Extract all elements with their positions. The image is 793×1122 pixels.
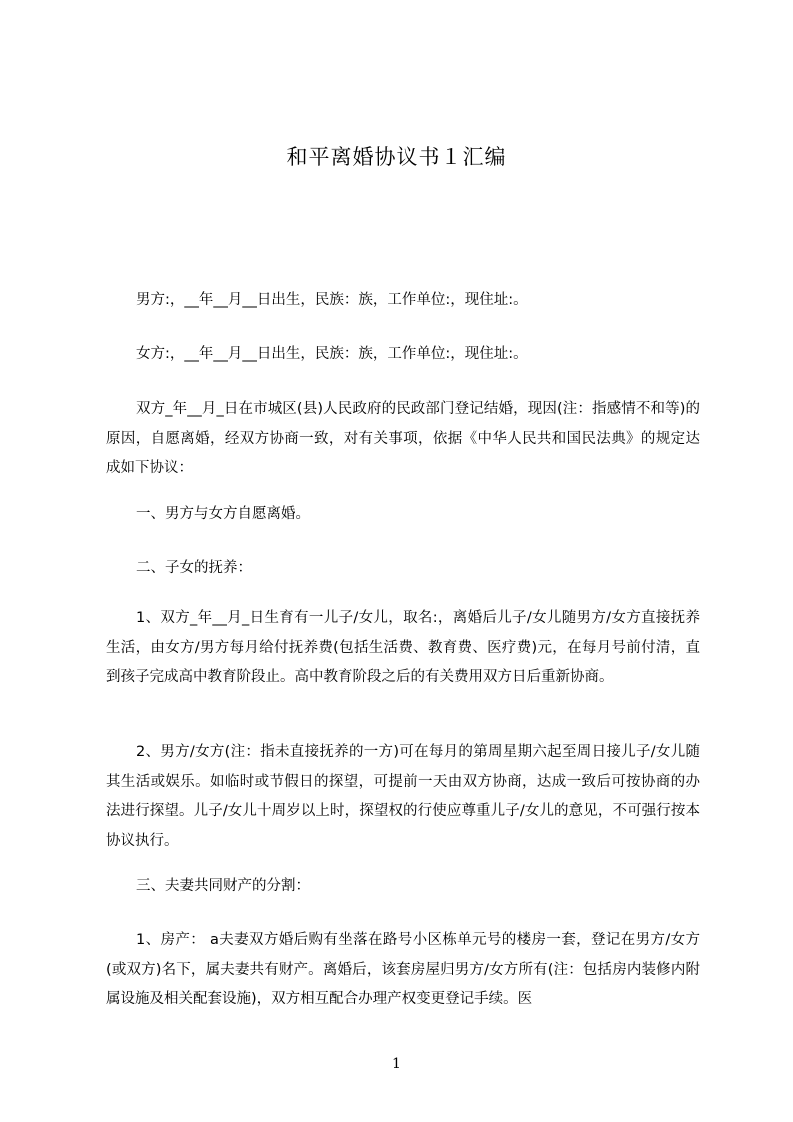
paragraph-female-party: 女方:，__年__月__日出生，民族：族，工作单位:，现住址:。 [136,346,528,362]
paragraph-property: 1、房产： a夫妻双方婚后购有坐落在路号小区栋单元号的楼房一套，登记在男方/女方(或双方)名下，属夫妻共有财产。离婚后，该套房屋归男方/女方所有(注：包括房内装修内附属设施及相关配套设施)，双方相互配合办理产权变更登记手续。医 [106,932,700,1007]
paragraph-clause-1: 一、男方与女方自愿离婚。 [136,506,310,522]
paragraph-child-custody: 1、双方_年__月_日生育有一儿子/女儿，取名:，离婚后儿子/女儿随男方/女方直接抚养生活，由女方/男方每月给付抚养费(包括生活费、教育费、医疗费)元，在每月号前付清，直到孩子完成高中教育阶段止。高中教育阶段之后的有关费用双方日后重新协商。 [106,610,700,685]
paragraph-clause-2-heading: 二、子女的抚养： [136,560,252,576]
document-title: 和平离婚协议书１汇编 [286,145,507,169]
paragraph-marriage-statement: 双方_年__月_日在市城区(县)人民政府的民政部门登记结婚，现因(注：指感情不和等)的原因，自愿离婚，经双方协商一致，对有关事项，依据《中华人民共和国民法典》的规定达成如下协议： [106,401,700,476]
paragraph-male-party: 男方:，__年__月__日出生，民族：族，工作单位:，现住址:。 [136,292,528,308]
paragraph-clause-3-heading: 三、夫妻共同财产的分割： [136,878,310,894]
paragraph-visitation: 2、男方/女方(注：指未直接抚养的一方)可在每月的第周星期六起至周日接儿子/女儿随其生活或娱乐。如临时或节假日的探望，可提前一天由双方协商，达成一致后可按协商的办法进行探望。儿子/女儿十周岁以上时，探望权的行使应尊重儿子/女儿的意见，不可强行按本协议执行。 [106,744,700,849]
page-number: 1 [392,1056,401,1072]
